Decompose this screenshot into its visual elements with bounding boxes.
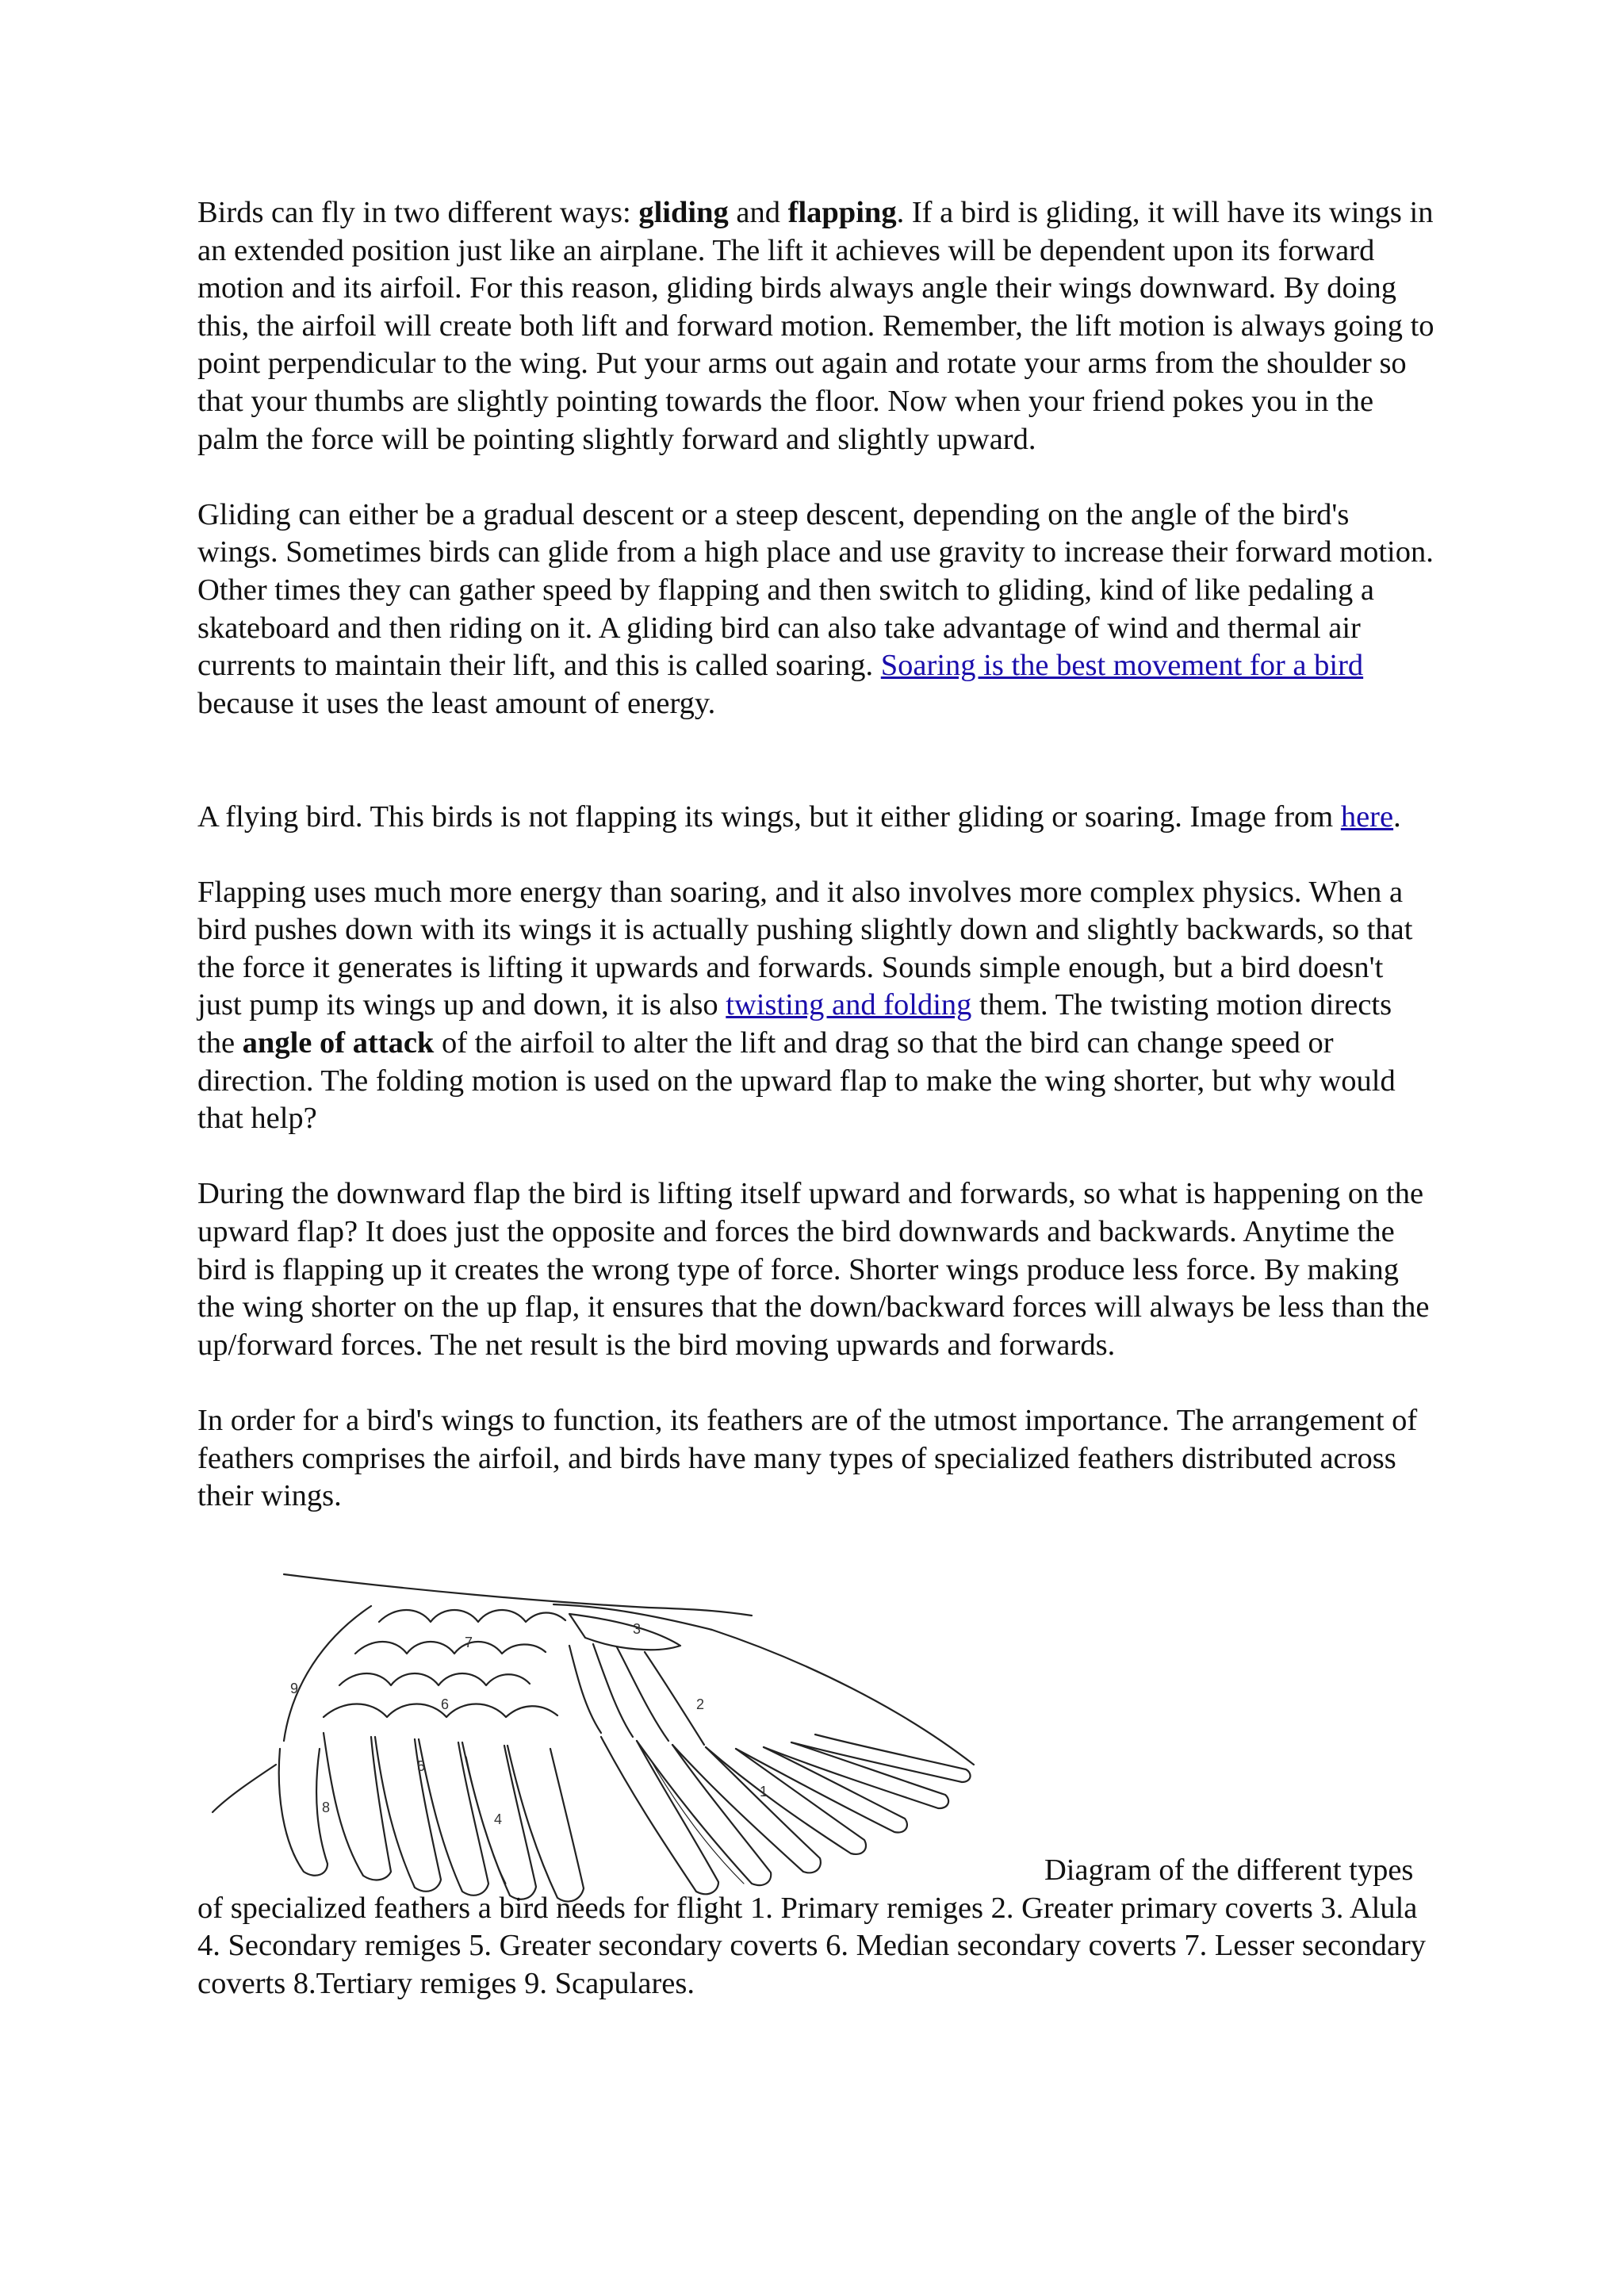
p4-text-2: them. The twisting motion directs the — [197, 988, 1392, 1060]
paragraph-flapping-physics — [197, 874, 1434, 1138]
p4-text-3: of the airfoil to alter the lift and drag so that the bird can change speed or direction. The folding motion is used on the upward flap to make the wing shorter, but why would that help? — [197, 1026, 1396, 1136]
diagram-label-9: 9 — [290, 1681, 299, 1696]
wing-left-edge — [213, 1765, 276, 1812]
p1-text-3: . If a bird is gliding, it will have its wings in an extended position just like an airplane. The lift it achieves will be dependent upon its forward motion and its airfoil. For this reason, gliding birds always angle their wings downward. By doing this, the airfoil will create both lift and forward motion. Remember, the lift motion is always going to point perpendicular to the wing. Put your arms out again and rotate your arms from the shoulder so that your thumbs are slightly pointing towards the floor. Now when your friend pokes you in the palm the force will be pointing slightly forward and slightly upward. — [197, 196, 1434, 456]
p6-text-1: In order for a bird's wings to function, its feathers are of the utmost importance. The arrangement of feathers comprises the airfoil, and birds have many types of specialized feathers distributed across their wings. — [197, 1404, 1418, 1513]
p4-text-1: Flapping uses much more energy than soaring, and it also involves more complex physics. When a bird pushes down with its wings it is actually pushing slightly down and slightly backwards, so that the force it generates is lifting it upwards and forwards. Sounds simple enough, but a bird doesn't just pump its wings up and down, it is also — [197, 875, 1413, 1022]
diagram-label-3: 3 — [633, 1621, 642, 1637]
diagram-label-6: 6 — [441, 1696, 450, 1712]
diagram-caption — [197, 1852, 1434, 2003]
wing-top-outline — [284, 1574, 752, 1616]
diagram-label-7: 7 — [465, 1635, 473, 1650]
missing-image-space — [197, 761, 1434, 799]
diagram-label-1: 1 — [760, 1784, 768, 1800]
flying-bird-caption — [197, 799, 1434, 837]
term-flapping: flapping — [787, 196, 897, 229]
p3-text-2: . — [1393, 799, 1401, 834]
p1-text-1: Birds can fly in two different ways: — [197, 196, 639, 229]
document-page — [197, 194, 1434, 1513]
diagram-number-labels — [290, 1621, 768, 1827]
paragraph-upward-flap — [197, 1175, 1434, 1364]
soaring-link[interactable]: Soaring is the best movement for a bird — [880, 649, 1364, 683]
diagram-label-8: 8 — [322, 1800, 331, 1815]
diagram-label-2: 2 — [696, 1696, 705, 1712]
image-source-link[interactable]: here — [1340, 799, 1394, 834]
p1-text-2: and — [728, 196, 788, 229]
term-angle-of-attack: angle of attack — [242, 1026, 435, 1060]
diagram-label-5: 5 — [417, 1758, 426, 1774]
term-gliding: gliding — [638, 196, 729, 229]
paragraph-gliding-descent — [197, 496, 1434, 723]
p5-text-1: During the downward flap the bird is lifting itself upward and forwards, so what is happening on the upward flap? It does just the opposite and forces the bird downwards and backwards. Anytime the bird is flapping up it creates the wrong type of force. Shorter wings produce less force. By making the wing shorter on the up flap, it ensures that the down/backward forces will always be less than the up/forward forces. The net result is the bird moving upwards and forwards. — [197, 1177, 1430, 1362]
wing-leading-edge — [553, 1604, 974, 1765]
p2-text-1: Gliding can either be a gradual descent or a steep descent, depending on the angle of the bird's wings. Sometimes birds can glide from a high place and use gravity to increase their forward motion. Other times they can gather speed by flapping and then switch to gliding, kind of like pedaling a skateboard and then riding on it. A gliding bird can also take advantage of wind and thermal air currents to maintain their lift, and this is called soaring. — [197, 497, 1434, 683]
p3-text-1: A flying bird. This birds is not flapping its wings, but it either gliding or soaring. Image from — [197, 799, 1341, 834]
diagram-caption-text: Diagram of the different types of specialized feathers a bird needs for flight 1. Primary remiges 2. Greater primary coverts 3. Alula 4. Secondary remiges 5. Greater secondary coverts 6. Median secondary coverts 7. Lesser secondary coverts 8.Tertiary remiges 9. Scapulares. — [197, 1853, 1427, 2000]
wing-scapular-edge — [284, 1606, 371, 1741]
twisting-folding-link[interactable]: twisting and folding — [726, 988, 972, 1022]
p2-text-2: because it uses the least amount of energy. — [197, 686, 716, 720]
paragraph-gliding-flapping — [197, 194, 1434, 458]
paragraph-feathers — [197, 1402, 1434, 1516]
diagram-label-4: 4 — [494, 1811, 503, 1827]
